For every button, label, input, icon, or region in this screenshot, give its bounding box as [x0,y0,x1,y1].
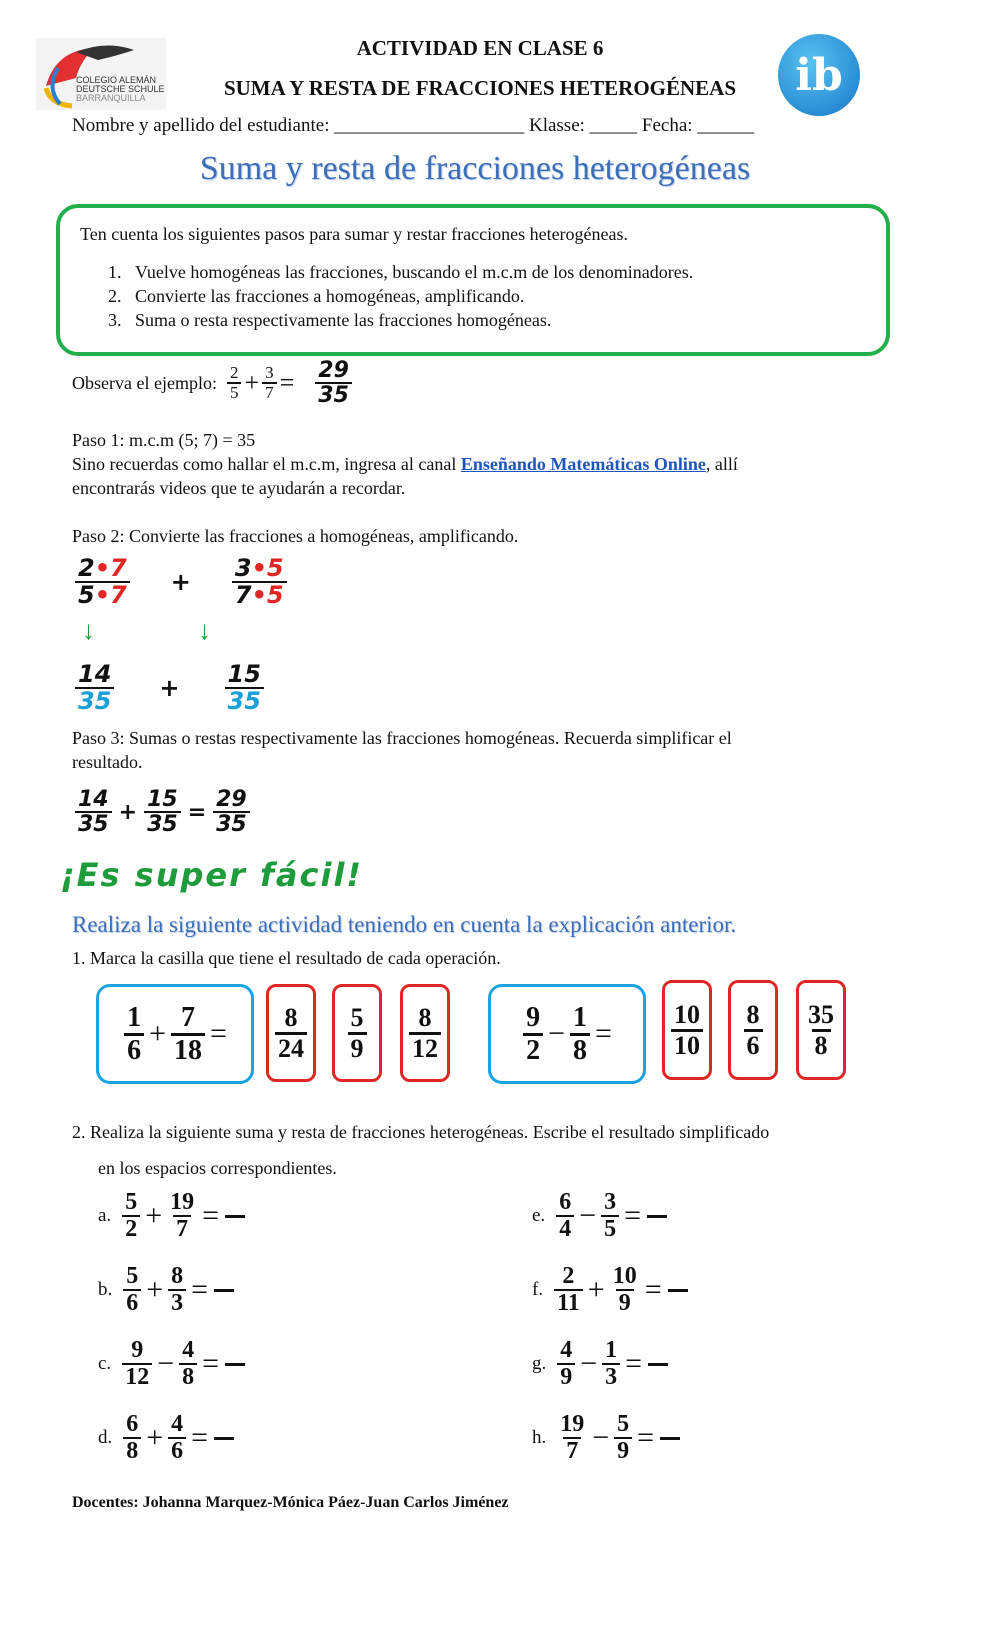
fraction: $\frac{1}{8}$ [570,1003,590,1065]
down-arrow-icon: ↓ [82,616,95,645]
exercise-label: a. [98,1205,112,1227]
fraction: $\frac{15}{35}$ [144,788,181,836]
paso2-result-row [72,662,267,714]
equals-sign: = [202,1199,220,1233]
exercise-item [532,1412,680,1464]
exercise-label: g. [532,1353,547,1375]
fraction: $\frac{5}{9}$ [614,1412,632,1464]
paso1-text-2: encontrarás videos que te ayudarán a recordar. [72,478,406,498]
school-name-line: DEUTSCHE SCHULE [76,84,165,94]
plus-sign: + [159,674,180,703]
operation-box: $\frac{1}{6}$ + $\frac{7}{18}$ = [96,984,254,1084]
operator-sign: + [145,1199,163,1233]
operator-sign: + [146,1273,164,1307]
fraction: $\frac{19}{7}$ [170,1189,195,1243]
fraction: $\frac{10}{9}$ [612,1263,637,1317]
answer-blank[interactable] [668,1289,688,1292]
answer-blank[interactable] [660,1437,680,1440]
equals-sign: = [625,1347,643,1381]
exercise-label: e. [532,1205,546,1227]
fraction: $\frac{6}{4}$ [556,1190,574,1242]
activity-heading: ACTIVIDAD EN CLASE 6 [356,36,604,60]
exercise-item [98,1412,234,1464]
answer-option-box[interactable]: $\frac{8}{24}$ [266,984,316,1082]
ib-logo-text: ib [795,49,843,101]
operation-box: $\frac{9}{2}$ − $\frac{1}{8}$ = [488,984,646,1084]
main-title: Suma y resta de fracciones heterogéneas [199,150,751,187]
footer-teachers: Docentes: Johanna Marquez-Mónica Páez-Juan Carlos Jiménez [72,1494,509,1511]
handwritten-result: $\frac{29}{35}$ [315,359,352,407]
exercise-item [98,1264,234,1316]
answer-option-box[interactable]: $\frac{8}{6}$ [728,980,778,1080]
answer-blank[interactable] [648,1363,668,1366]
equals-sign: = [191,1421,209,1455]
exercise-item [532,1338,668,1390]
answer-blank[interactable] [225,1363,245,1366]
operator-sign: + [146,1421,164,1455]
q1-text: 1. Marca la casilla que tiene el resultado de cada operación. [72,948,501,968]
step-item: 3. Suma o resta respectivamente las fracciones homogéneas. [108,310,552,330]
fraction: $\frac{5}{2}$ [122,1190,140,1242]
exercise-item [532,1264,688,1316]
exercise-label: f. [532,1279,544,1301]
subject-heading: SUMA Y RESTA DE FRACCIONES HETEROGÉNEAS [223,76,737,100]
fraction: $\frac{29}{35}$ [213,788,250,836]
school-name-line: BARRANQUILLA [76,93,146,103]
answer-blank[interactable] [214,1437,234,1440]
exercise-item [532,1190,667,1242]
fraction: $\frac{2}{5}$ [227,364,242,402]
down-arrow-icon: ↓ [198,616,211,645]
paso1-text: Sino recuerdas como hallar el m.c.m, ingresa al canal Enseñando Matemáticas Online, allí [72,454,738,474]
fraction: $\frac{6}{8}$ [123,1412,141,1464]
fraction: $\frac{3}{5}$ [601,1190,619,1242]
paso2-amplify-row [72,556,290,608]
fraction: $\frac{8}{3}$ [168,1264,186,1316]
school-logo [36,38,166,110]
student-info-line: Nombre y apellido del estudiante: ____________________ Klasse: _____ Fecha: ______ [72,115,755,136]
fraction: $\frac{4}{6}$ [168,1412,186,1464]
fraction: $\frac{14}{35}$ [75,662,114,714]
answer-blank[interactable] [647,1215,667,1218]
equals-sign: = [279,368,295,397]
equals-sign: = [191,1273,209,1307]
example-row [72,355,355,411]
ib-logo [778,34,860,116]
exercise-label: c. [98,1353,112,1375]
operator-sign: − [157,1347,175,1381]
example-label: Observa el ejemplo: [72,373,217,393]
fraction: $\frac{4}{8}$ [179,1338,197,1390]
plus-sign: + [170,568,191,597]
fraction: $\frac{4}{9}$ [557,1338,575,1390]
fraction: $\frac{15}{35}$ [225,662,264,714]
fraction: $\frac{5}{6}$ [123,1264,141,1316]
fraction: $\frac{3}{7}$ [262,364,277,402]
equals-sign: = [644,1273,662,1307]
q2-text: 2. Realiza la siguiente suma y resta de fracciones heterogéneas. Escribe el resultado simplificado [72,1122,770,1142]
fraction: $\frac{7}{18}$ [171,1003,205,1065]
paso3-line: Paso 3: Sumas o restas respectivamente las fracciones homogéneas. Recuerda simplificar el [72,728,732,748]
operator-sign: − [592,1421,610,1455]
operator-sign: + [587,1273,605,1307]
fraction: $\frac{2}{11}$ [554,1264,583,1316]
paso2-line: Paso 2: Convierte las fracciones a homogéneas, amplificando. [72,526,519,546]
activity-title: Realiza la siguiente actividad teniendo en cuenta la explicación anterior. [72,912,737,937]
steps-intro: Ten cuenta los siguientes pasos para sumar y restar fracciones heterogéneas. [80,224,629,244]
fraction: $\frac{2•7}{5•7}$ [75,556,130,608]
step-item: 2. Convierte las fracciones a homogéneas, amplificando. [108,286,525,306]
answer-option-box[interactable]: $\frac{35}{8}$ [796,980,846,1080]
fraction: $\frac{14}{35}$ [75,788,112,836]
exercise-item [98,1190,245,1242]
plus-sign: + [244,368,260,397]
paso1-line: Paso 1: m.c.m (5; 7) = 35 [72,430,256,450]
exercise-item [98,1338,245,1390]
slogan: ¡Es super fácil! [60,856,364,894]
operator-sign: − [580,1347,598,1381]
paso3-line-2: resultado. [72,752,143,772]
step-item: 1. Vuelve homogéneas las fracciones, buscando el m.c.m de los denominadores. [108,262,694,282]
answer-blank[interactable] [214,1289,234,1292]
fraction: $\frac{9}{2}$ [523,1003,543,1065]
fraction: $\frac{1}{3}$ [602,1338,620,1390]
fraction: $\frac{3•5}{7•5}$ [232,556,287,608]
steps-box [56,204,890,356]
exercise-label: b. [98,1279,113,1301]
answer-option-box[interactable]: $\frac{5}{9}$ [332,984,382,1082]
exercise-label: h. [532,1427,547,1449]
school-name-line: COLEGIO ALEMÁN [76,75,157,85]
operator-sign: − [579,1199,597,1233]
fraction: $\frac{1}{6}$ [124,1003,144,1065]
q2-text-2: en los espacios correspondientes. [98,1158,337,1178]
fraction: $\frac{19}{7}$ [560,1411,585,1465]
channel-link[interactable]: Enseñando Matemáticas Online [460,454,706,474]
answer-option-box[interactable]: $\frac{8}{12}$ [400,984,450,1082]
answer-option-box[interactable]: $\frac{10}{10}$ [662,980,712,1080]
exercise-label: d. [98,1427,113,1449]
paso3-row: $\frac{14}{35}$ + $\frac{15}{35}$ = $\frac{29}{35}$ [72,788,253,836]
equals-sign: = [624,1199,642,1233]
equals-sign: = [637,1421,655,1455]
fraction: $\frac{9}{12}$ [122,1338,152,1390]
equals-sign: = [202,1347,220,1381]
answer-blank[interactable] [225,1215,245,1218]
